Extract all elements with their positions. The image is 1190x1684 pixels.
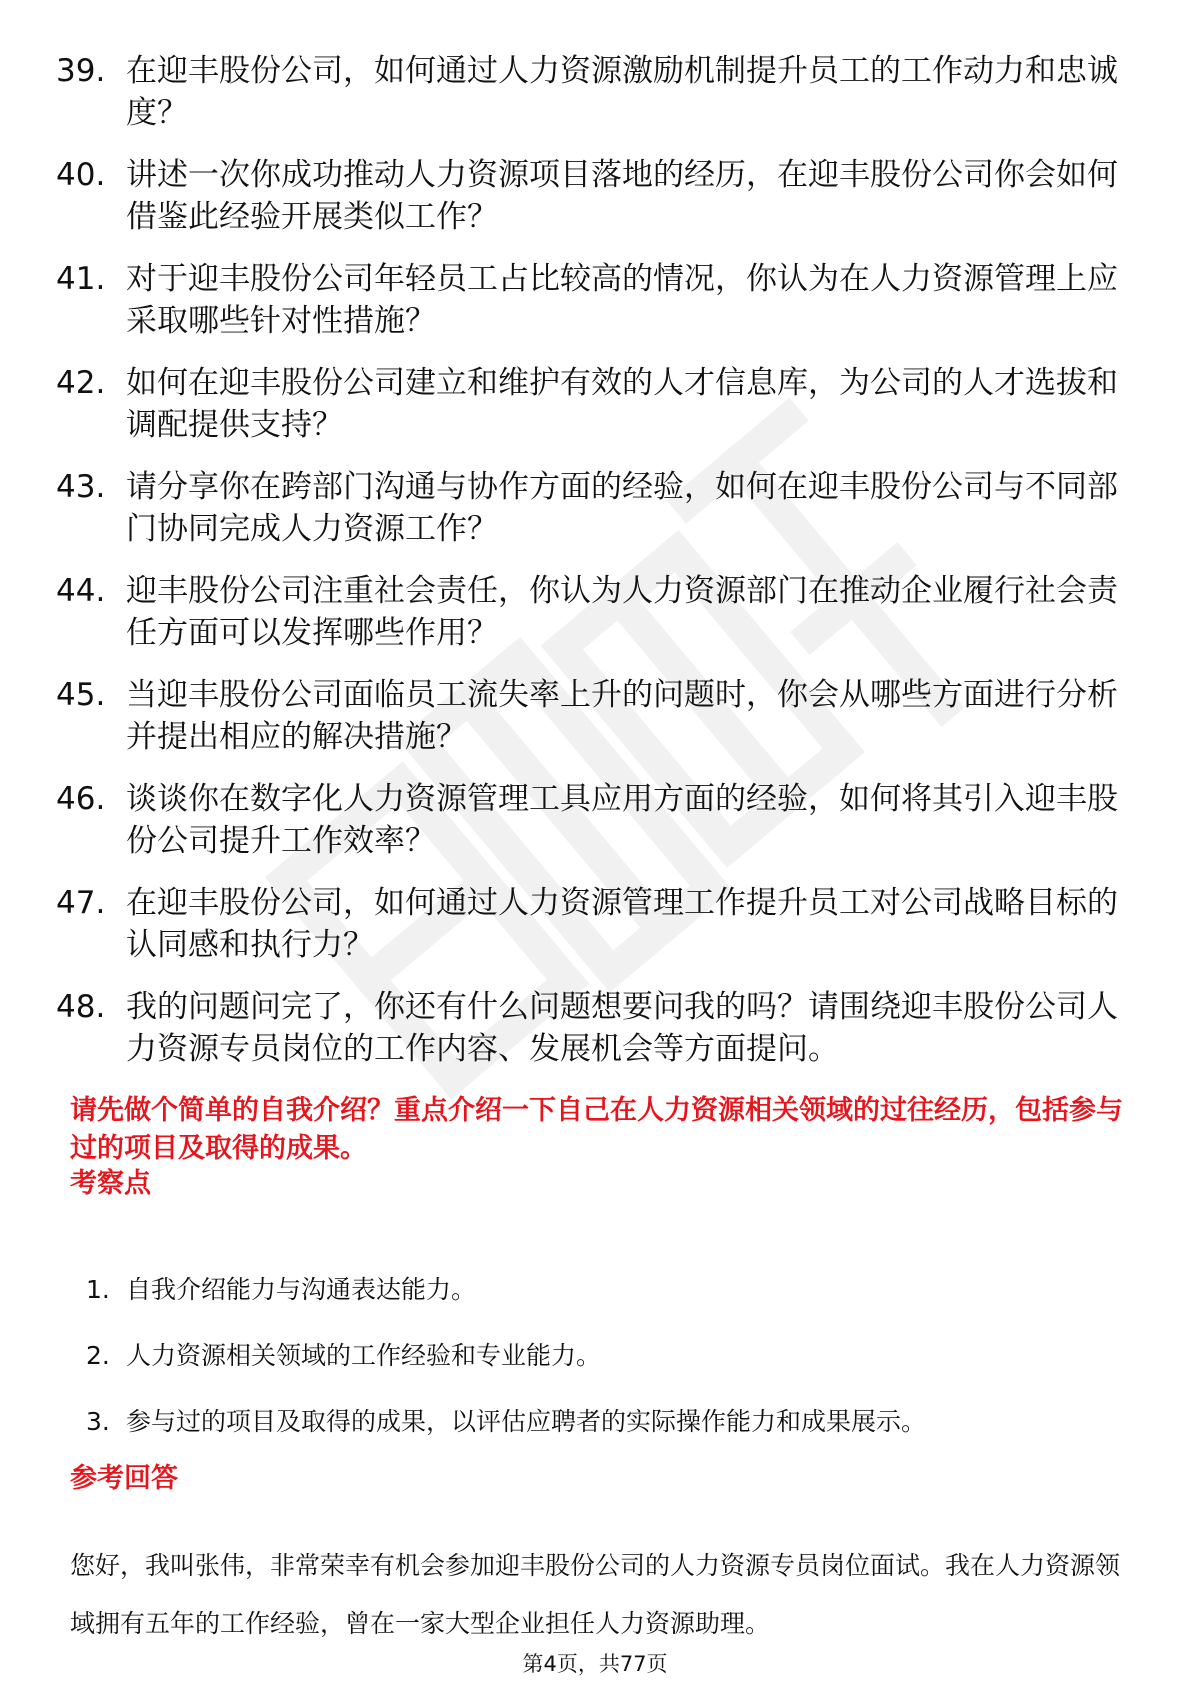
- question-text: 当迎丰股份公司面临员工流失率上升的问题时，你会从哪些方面进行分析并提出相应的解决措施？: [126, 677, 1118, 755]
- question-item: [0, 154, 1190, 258]
- question-item: [0, 570, 1190, 674]
- highlight-question: 请先做个简单的自我介绍？重点介绍一下自己在人力资源相关领域的过往经历，包括参与过的项目及取得的成果。: [70, 1095, 1123, 1164]
- assessment-point: [0, 1270, 1190, 1336]
- assessment-title: 考察点: [70, 1168, 151, 1199]
- point-text: 自我介绍能力与沟通表达能力。: [126, 1275, 477, 1304]
- reference-title: 参考回答: [70, 1463, 178, 1494]
- question-number: 45.: [56, 677, 106, 713]
- reference-answer: 您好，我叫张伟，非常荣幸有机会参加迎丰股份公司的人力资源专员岗位面试。我在人力资源领域拥有五年的工作经验，曾在一家大型企业担任人力资源助理。: [70, 1551, 1121, 1638]
- question-item: [0, 882, 1190, 986]
- question-item: [0, 258, 1190, 362]
- question-list: [0, 50, 1190, 1090]
- question-text: 在迎丰股份公司，如何通过人力资源管理工作提升员工对公司战略目标的认同感和执行力？: [126, 885, 1118, 963]
- question-item: [0, 986, 1190, 1090]
- point-text: 人力资源相关领域的工作经验和专业能力。: [126, 1341, 602, 1370]
- point-number: 1.: [86, 1275, 110, 1304]
- question-number: 40.: [56, 157, 106, 193]
- question-item: [0, 50, 1190, 154]
- question-text: 我的问题问完了，你还有什么问题想要问我的吗？请围绕迎丰股份公司人力资源专员岗位的工作内容、发展机会等方面提问。: [126, 989, 1118, 1067]
- page-footer: 第4页，共77页: [522, 1652, 668, 1676]
- question-text: 讲述一次你成功推动人力资源项目落地的经历，在迎丰股份公司你会如何借鉴此经验开展类似工作？: [126, 157, 1118, 235]
- question-number: 47.: [56, 885, 106, 921]
- point-number: 2.: [86, 1341, 110, 1370]
- question-item: [0, 466, 1190, 570]
- question-number: 39.: [56, 53, 106, 89]
- question-item: [0, 674, 1190, 778]
- point-text: 参与过的项目及取得的成果，以评估应聘者的实际操作能力和成果展示。: [126, 1407, 927, 1436]
- question-number: 44.: [56, 573, 106, 609]
- question-number: 48.: [56, 989, 106, 1025]
- question-number: 42.: [56, 365, 106, 401]
- question-text: 如何在迎丰股份公司建立和维护有效的人才信息库，为公司的人才选拔和调配提供支持？: [126, 365, 1118, 443]
- question-item: [0, 778, 1190, 882]
- assessment-point: [0, 1402, 1190, 1468]
- question-text: 对于迎丰股份公司年轻员工占比较高的情况，你认为在人力资源管理上应采取哪些针对性措施？: [126, 261, 1118, 339]
- point-number: 3.: [86, 1407, 110, 1436]
- assessment-points: [0, 1270, 1190, 1468]
- question-number: 43.: [56, 469, 106, 505]
- question-number: 41.: [56, 261, 106, 297]
- question-text: 在迎丰股份公司，如何通过人力资源激励机制提升员工的工作动力和忠诚度？: [126, 53, 1118, 131]
- question-number: 46.: [56, 781, 106, 817]
- question-item: [0, 362, 1190, 466]
- assessment-point: [0, 1336, 1190, 1402]
- question-text: 迎丰股份公司注重社会责任，你认为人力资源部门在推动企业履行社会责任方面可以发挥哪些作用？: [126, 573, 1118, 651]
- question-text: 谈谈你在数字化人力资源管理工具应用方面的经验，如何将其引入迎丰股份公司提升工作效率？: [126, 781, 1118, 859]
- question-text: 请分享你在跨部门沟通与协作方面的经验，如何在迎丰股份公司与不同部门协同完成人力资源工作？: [126, 469, 1118, 547]
